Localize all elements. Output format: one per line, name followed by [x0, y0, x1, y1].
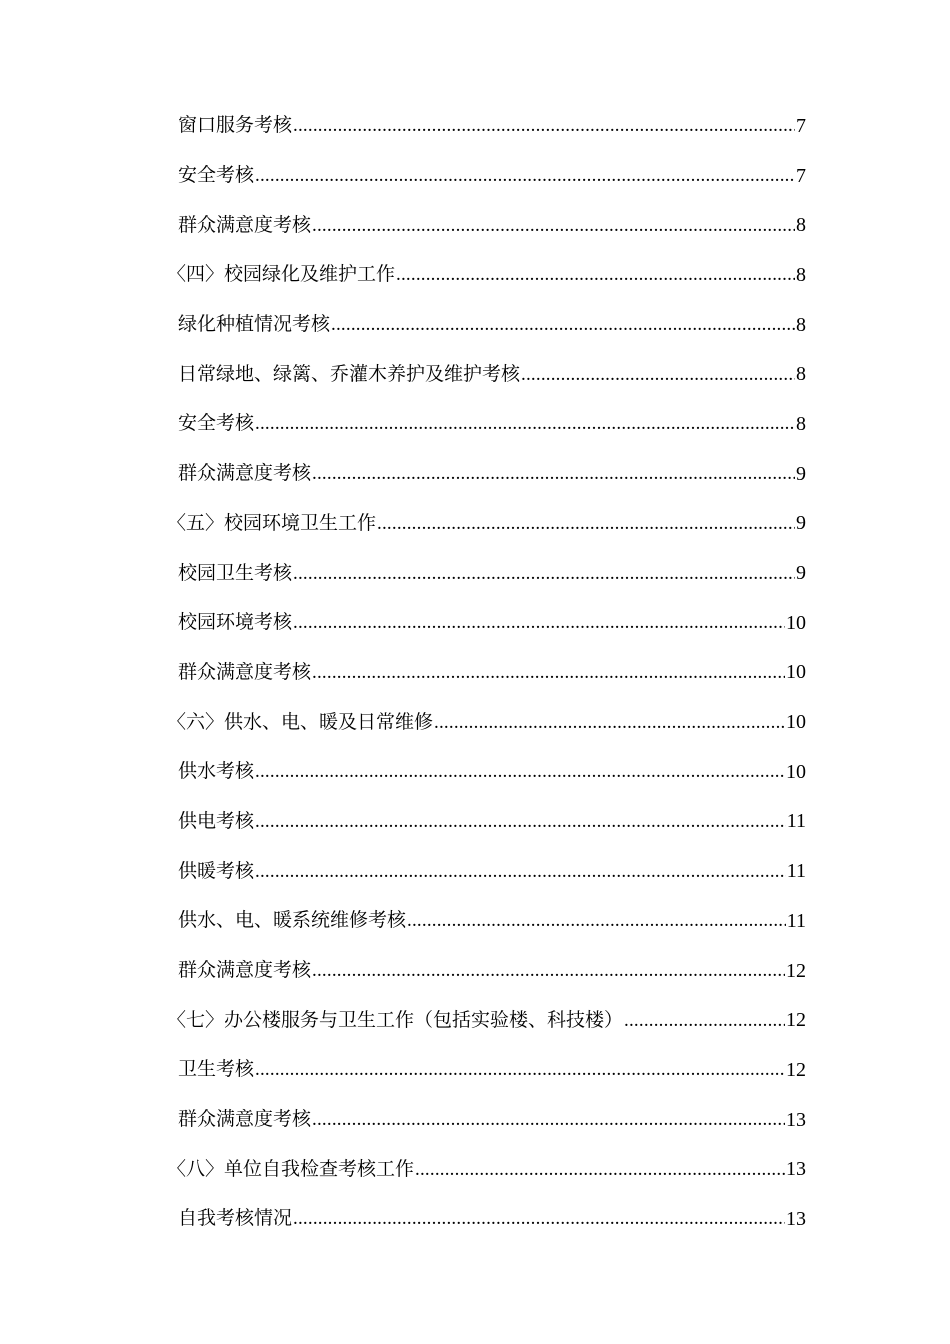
toc-section-entry[interactable]	[0, 1144, 806, 1194]
toc-dot-leader	[312, 663, 785, 682]
toc-page-number: 13	[786, 1207, 806, 1230]
toc-dot-leader	[312, 464, 795, 483]
toc-page-number: 10	[786, 661, 806, 684]
toc-dot-leader	[377, 514, 795, 533]
toc-entry-title: 供暖考核	[178, 859, 255, 882]
toc-dot-leader	[415, 1160, 785, 1179]
toc-page-number: 13	[786, 1108, 806, 1131]
toc-dot-leader	[434, 713, 785, 732]
toc-entry-title: 日常绿地、绿篱、乔灌木养护及维护考核	[178, 362, 521, 385]
toc-entry[interactable]	[0, 598, 806, 648]
toc-entry-title: 绿化种植情况考核	[178, 313, 331, 336]
toc-entry-title: 供水考核	[178, 760, 255, 783]
toc-section-entry[interactable]	[0, 499, 806, 549]
toc-entry[interactable]	[0, 151, 806, 201]
toc-entry-title: 〈七〉办公楼服务与卫生工作（包括实验楼、科技楼）	[167, 1008, 624, 1031]
toc-entry-title: 群众满意度考核	[178, 959, 312, 982]
toc-page-number: 8	[796, 263, 806, 286]
toc-page-number: 7	[796, 164, 806, 187]
toc-page-number: 9	[796, 562, 806, 585]
toc-page-number: 13	[786, 1158, 806, 1181]
toc-entry-title: 自我考核情况	[178, 1207, 293, 1230]
toc-dot-leader	[255, 166, 795, 185]
toc-dot-leader	[255, 812, 786, 831]
toc-page-number: 10	[786, 711, 806, 734]
toc-entry-title: 〈四〉校园绿化及维护工作	[167, 263, 396, 286]
toc-dot-leader	[312, 961, 785, 980]
toc-section-entry[interactable]	[0, 250, 806, 300]
toc-entry[interactable]	[0, 200, 806, 250]
toc-dot-leader	[624, 1011, 785, 1030]
toc-page-number: 12	[786, 1009, 806, 1032]
toc-entry[interactable]	[0, 349, 806, 399]
toc-page-number: 10	[786, 611, 806, 634]
toc-entry[interactable]	[0, 399, 806, 449]
toc-page-number: 8	[796, 313, 806, 336]
toc-entry-title: 卫生考核	[178, 1058, 255, 1081]
toc-entry[interactable]	[0, 648, 806, 698]
toc-entry[interactable]	[0, 846, 806, 896]
toc-dot-leader	[293, 1209, 785, 1228]
toc-entry-title: 窗口服务考核	[178, 114, 293, 137]
toc-dot-leader	[293, 564, 795, 583]
toc-entry-title: 〈六〉供水、电、暖及日常维修	[167, 710, 434, 733]
toc-dot-leader	[255, 1060, 785, 1079]
toc-entry[interactable]	[0, 1045, 806, 1095]
toc-dot-leader	[293, 116, 795, 135]
table-of-contents	[0, 101, 950, 1244]
toc-entry-title: 安全考核	[178, 412, 255, 435]
toc-entry[interactable]	[0, 548, 806, 598]
toc-entry[interactable]	[0, 747, 806, 797]
toc-page-number: 12	[786, 959, 806, 982]
toc-dot-leader	[255, 414, 795, 433]
toc-page-number: 9	[796, 512, 806, 535]
toc-dot-leader	[396, 265, 795, 284]
toc-entry[interactable]	[0, 946, 806, 996]
toc-entry[interactable]	[0, 300, 806, 350]
toc-entry-title: 供电考核	[178, 809, 255, 832]
toc-page-number: 7	[796, 114, 806, 137]
toc-dot-leader	[331, 315, 795, 334]
toc-dot-leader	[312, 216, 795, 235]
toc-entry-title: 供水、电、暖系统维修考核	[178, 909, 407, 932]
toc-entry[interactable]	[0, 449, 806, 499]
toc-page-number: 10	[786, 760, 806, 783]
toc-page-number: 8	[796, 412, 806, 435]
toc-entry-title: 群众满意度考核	[178, 1108, 312, 1131]
toc-entry-title: 群众满意度考核	[178, 462, 312, 485]
toc-entry-title: 校园卫生考核	[178, 561, 293, 584]
toc-dot-leader	[521, 365, 795, 384]
toc-page-number: 8	[796, 363, 806, 386]
toc-page-number: 12	[786, 1058, 806, 1081]
toc-entry[interactable]	[0, 101, 806, 151]
toc-dot-leader	[255, 862, 786, 881]
toc-entry-title: 〈五〉校园环境卫生工作	[167, 511, 377, 534]
toc-entry-title: 群众满意度考核	[178, 213, 312, 236]
toc-page-number: 9	[796, 462, 806, 485]
toc-page-number: 11	[786, 810, 806, 833]
toc-page-number: 8	[796, 214, 806, 237]
toc-entry[interactable]	[0, 896, 806, 946]
toc-page-number: 11	[786, 860, 806, 883]
toc-entry-title: 〈八〉单位自我检查考核工作	[167, 1157, 415, 1180]
toc-entry-title: 安全考核	[178, 164, 255, 187]
toc-dot-leader	[312, 1110, 785, 1129]
toc-section-entry[interactable]	[0, 697, 806, 747]
toc-dot-leader	[407, 911, 786, 930]
toc-dot-leader	[255, 762, 785, 781]
toc-entry[interactable]	[0, 1194, 806, 1244]
toc-entry[interactable]	[0, 1095, 806, 1145]
toc-entry[interactable]	[0, 797, 806, 847]
toc-entry-title: 群众满意度考核	[178, 660, 312, 683]
toc-page-number: 11	[786, 909, 806, 932]
toc-dot-leader	[293, 613, 785, 632]
toc-entry-title: 校园环境考核	[178, 611, 293, 634]
toc-section-entry[interactable]	[0, 995, 806, 1045]
